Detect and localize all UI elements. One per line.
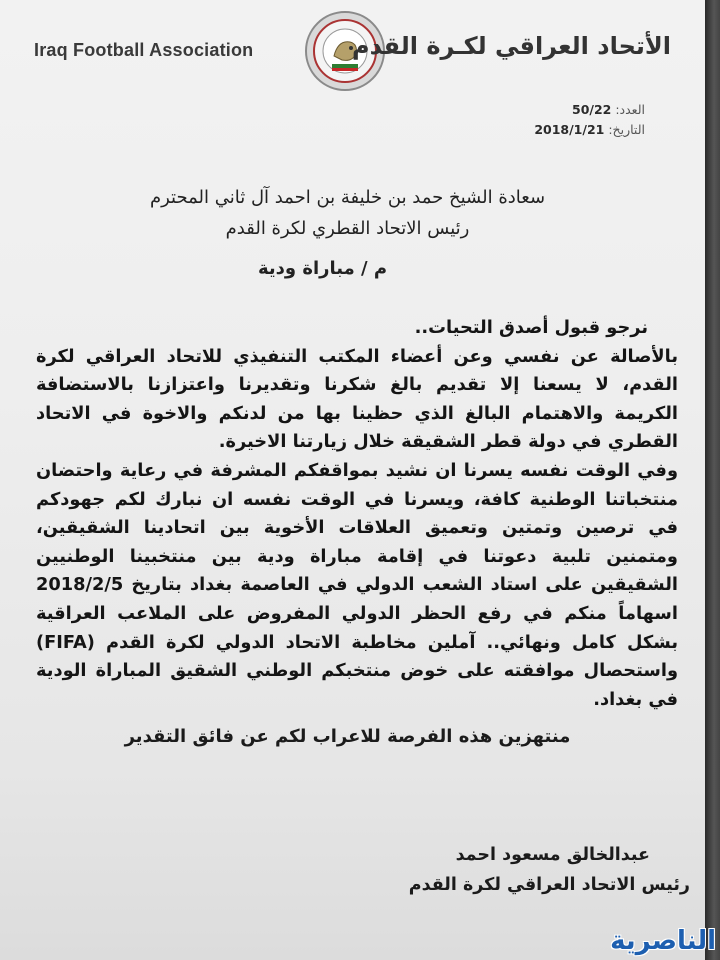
reference-date <box>534 120 645 140</box>
reference-date-value: 2018/1/21 <box>534 122 605 137</box>
watermark-logo: الناصرية <box>610 926 716 956</box>
letter-subject: م / مباراة ودية <box>257 258 388 279</box>
signatory-name: عبدالخالق مسعود احمد <box>455 845 650 865</box>
greeting: نرجو قبول أصدق التحيات.. <box>414 317 648 338</box>
body-paragraph-1: بالأصالة عن نفسي وعن أعضاء المكتب التنفيذي للاتحاد العراقي لكرة القدم، لا يسعنا إلا تقديم بالغ شكرنا وتقديرنا واعتزازنا بالاستضافة الكريمة والاهتمام البالغ الذي حظينا بها من لدنكم والاخوة في الاتحاد القطري في دولة قطر الشقيقة خلال زيارتنا الاخيرة. <box>36 345 678 453</box>
signatory-title: رئيس الاتحاد العراقي لكرة القدم <box>408 875 690 895</box>
signature-block <box>320 840 690 900</box>
reference-number <box>534 100 645 120</box>
addressee-name: سعادة الشيخ حمد بن خليفة بن احمد آل ثاني المحترم <box>149 187 546 208</box>
body-paragraph-2: وفي الوقت نفسه يسرنا ان نشيد بمواقفكم المشرفة في رعاية واحتضان منتخباتنا الوطنية كافة، ويسرنا في الوقت نفسه ان نبارك لكم جهودكم في ترصين وتمتين وتعميق العلاقات الأخوية بين اتحادينا الشقيقين، ومتمنين تلبية دعوتنا في إقامة مباراة ودية بين منتخبينا الوطنيين الشقيقين على استاد الشعب الدولي في العاصمة بغداد بتاريخ 2018/2/5 اسهاماً منكم في رفع الحظر الدولي المفروض على الملاعب العراقية بشكل كامل ونهائي.. آملين مخاطبة الاتحاد الدولي لكرة القدم (FIFA) واستحصال موافقته على خوض منتخبكم الوطني الشقيق المباراة الودية في بغداد. <box>36 459 678 710</box>
page-edge <box>705 0 720 960</box>
addressee-title: رئيس الاتحاد القطري لكرة القدم <box>225 218 470 239</box>
org-name-arabic: الأتحاد العراقي لكـرة القدم <box>352 32 671 60</box>
letter-body <box>36 314 678 714</box>
letterhead <box>0 0 705 92</box>
addressee-block <box>20 182 675 244</box>
reference-number-label: العدد: <box>615 102 645 117</box>
reference-number-value: 50/22 <box>572 102 612 117</box>
letter-reference <box>534 100 645 140</box>
org-name-english: Iraq Football Association <box>34 40 254 60</box>
reference-date-label: التاريخ: <box>608 122 645 137</box>
closing-line: منتهزين هذه الفرصة للاعراب لكم عن فائق التقدير <box>124 726 571 747</box>
